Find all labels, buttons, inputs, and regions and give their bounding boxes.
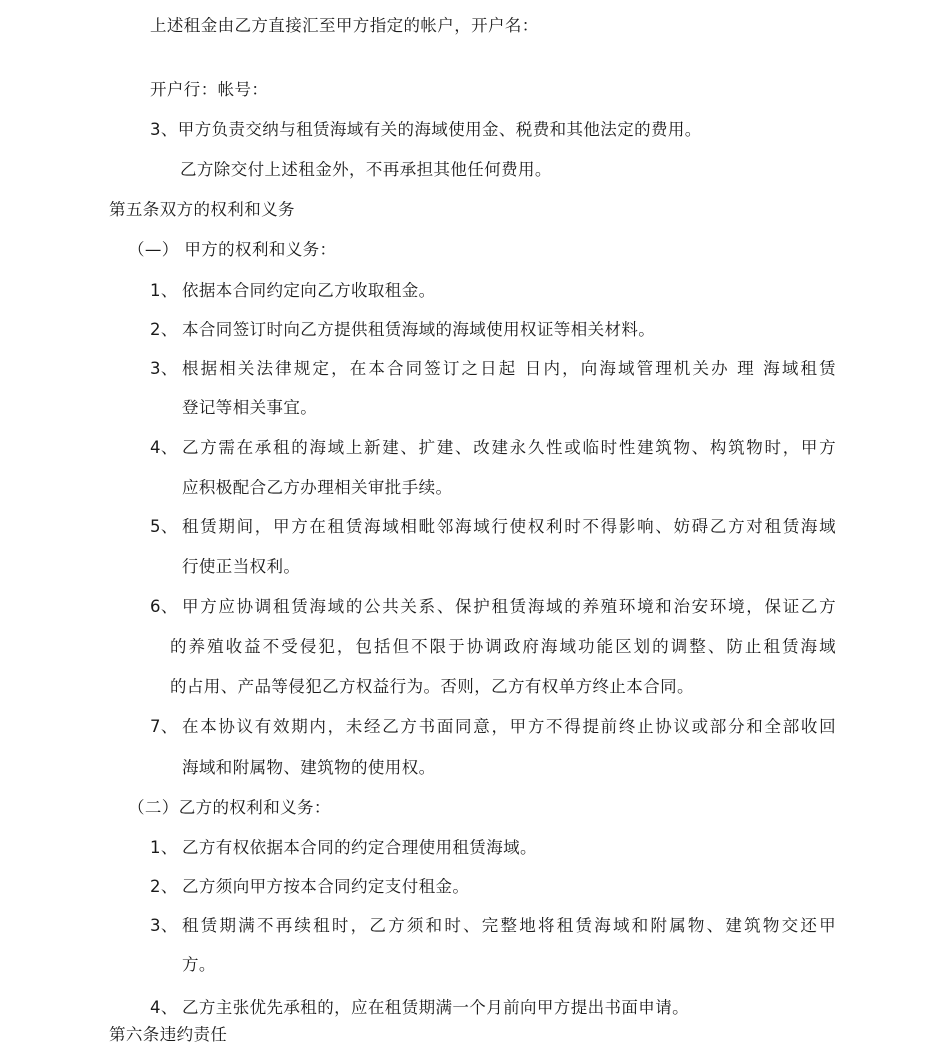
item-number: 2、 (150, 877, 178, 896)
list-item (150, 596, 836, 618)
item-number: 7、 (150, 717, 178, 736)
item-text-continuation: 海域和附属物、建筑物的使用权。 (182, 758, 436, 777)
item-text: 本合同签订时向乙方提供租赁海域的海域使用权证等相关材料。 (182, 320, 656, 339)
item-number: 3、 (150, 359, 178, 378)
part-a-heading: （—） 甲方的权利和义务： (128, 240, 337, 259)
item-text: 的养殖收益不受侵犯，包括但不限于协调政府海域功能区划的调整、防止租赁海域 (170, 637, 836, 656)
item-text: 乙方主张优先承租的，应在租赁期满一个月前向甲方提出书面申请。 (182, 998, 689, 1017)
list-item (150, 876, 469, 898)
item-text: 租赁期间，甲方在租赁海域相毗邻海域行使权利时不得影响、妨碍乙方对租赁海域 (182, 517, 836, 536)
clause-3-continuation: 乙方除交付上述租金外，不再承担其他任何费用。 (180, 160, 552, 179)
list-item (150, 837, 537, 859)
part-b-heading: （二）乙方的权利和义务： (128, 798, 331, 817)
item-number: 1、 (150, 281, 178, 300)
item-number: 2、 (150, 320, 178, 339)
item-text: 租赁期满不再续租时，乙方须和时、完整地将租赁海域和附属物、建筑物交还甲 (182, 916, 836, 935)
item-text: 在本协议有效期内，未经乙方书面同意，甲方不得提前终止协议或部分和全部收回 (182, 717, 836, 736)
item-text: 甲方应协调租赁海域的公共关系、保护租赁海域的养殖环境和治安环境，保证乙方 (182, 597, 836, 616)
item-number: 3、 (150, 916, 178, 935)
item-text-continuation: 登记等相关事宜。 (182, 398, 318, 417)
clause-3-fees: 3、甲方负责交纳与租赁海域有关的海域使用金、税费和其他法定的费用。 (150, 120, 702, 139)
item-number: 4、 (150, 438, 178, 457)
item-number: 1、 (150, 838, 178, 857)
list-item (150, 437, 836, 459)
bank-account-line: 开户行：帐号： (150, 80, 269, 99)
rent-payment-line: 上述租金由乙方直接汇至甲方指定的帐户，开户名： (150, 16, 539, 35)
list-item (150, 358, 836, 380)
item-text-continuation (170, 636, 836, 658)
item-text-continuation: 方。 (182, 955, 216, 974)
item-text: 乙方须向甲方按本合同约定支付租金。 (182, 877, 470, 896)
list-item (150, 997, 689, 1019)
item-text: 乙方有权依据本合同的约定合理使用租赁海域。 (182, 838, 537, 857)
item-text-continuation: 的占用、产品等侵犯乙方权益行为。否则，乙方有权单方终止本合同。 (170, 677, 694, 696)
article-5-heading: 第五条双方的权利和义务 (109, 200, 295, 219)
list-item (150, 915, 836, 937)
article-6-heading: 第六条违约责任 (109, 1025, 228, 1044)
item-number: 4、 (150, 998, 178, 1017)
item-text: 依据本合同约定向乙方收取租金。 (182, 281, 436, 300)
list-item (150, 319, 655, 341)
item-number: 5、 (150, 517, 178, 536)
list-item (150, 280, 436, 302)
item-text: 乙方需在承租的海域上新建、扩建、改建永久性或临时性建筑物、构筑物时，甲方 (182, 438, 836, 457)
item-text: 根据相关法律规定，在本合同签订之日起 日内，向海域管理机关办 理 海域租赁 (182, 359, 836, 378)
item-text-continuation: 行使正当权利。 (182, 557, 301, 576)
list-item (150, 516, 836, 538)
item-text-continuation: 应积极配合乙方办理相关审批手续。 (182, 478, 453, 497)
list-item (150, 716, 836, 738)
item-number: 6、 (150, 597, 178, 616)
